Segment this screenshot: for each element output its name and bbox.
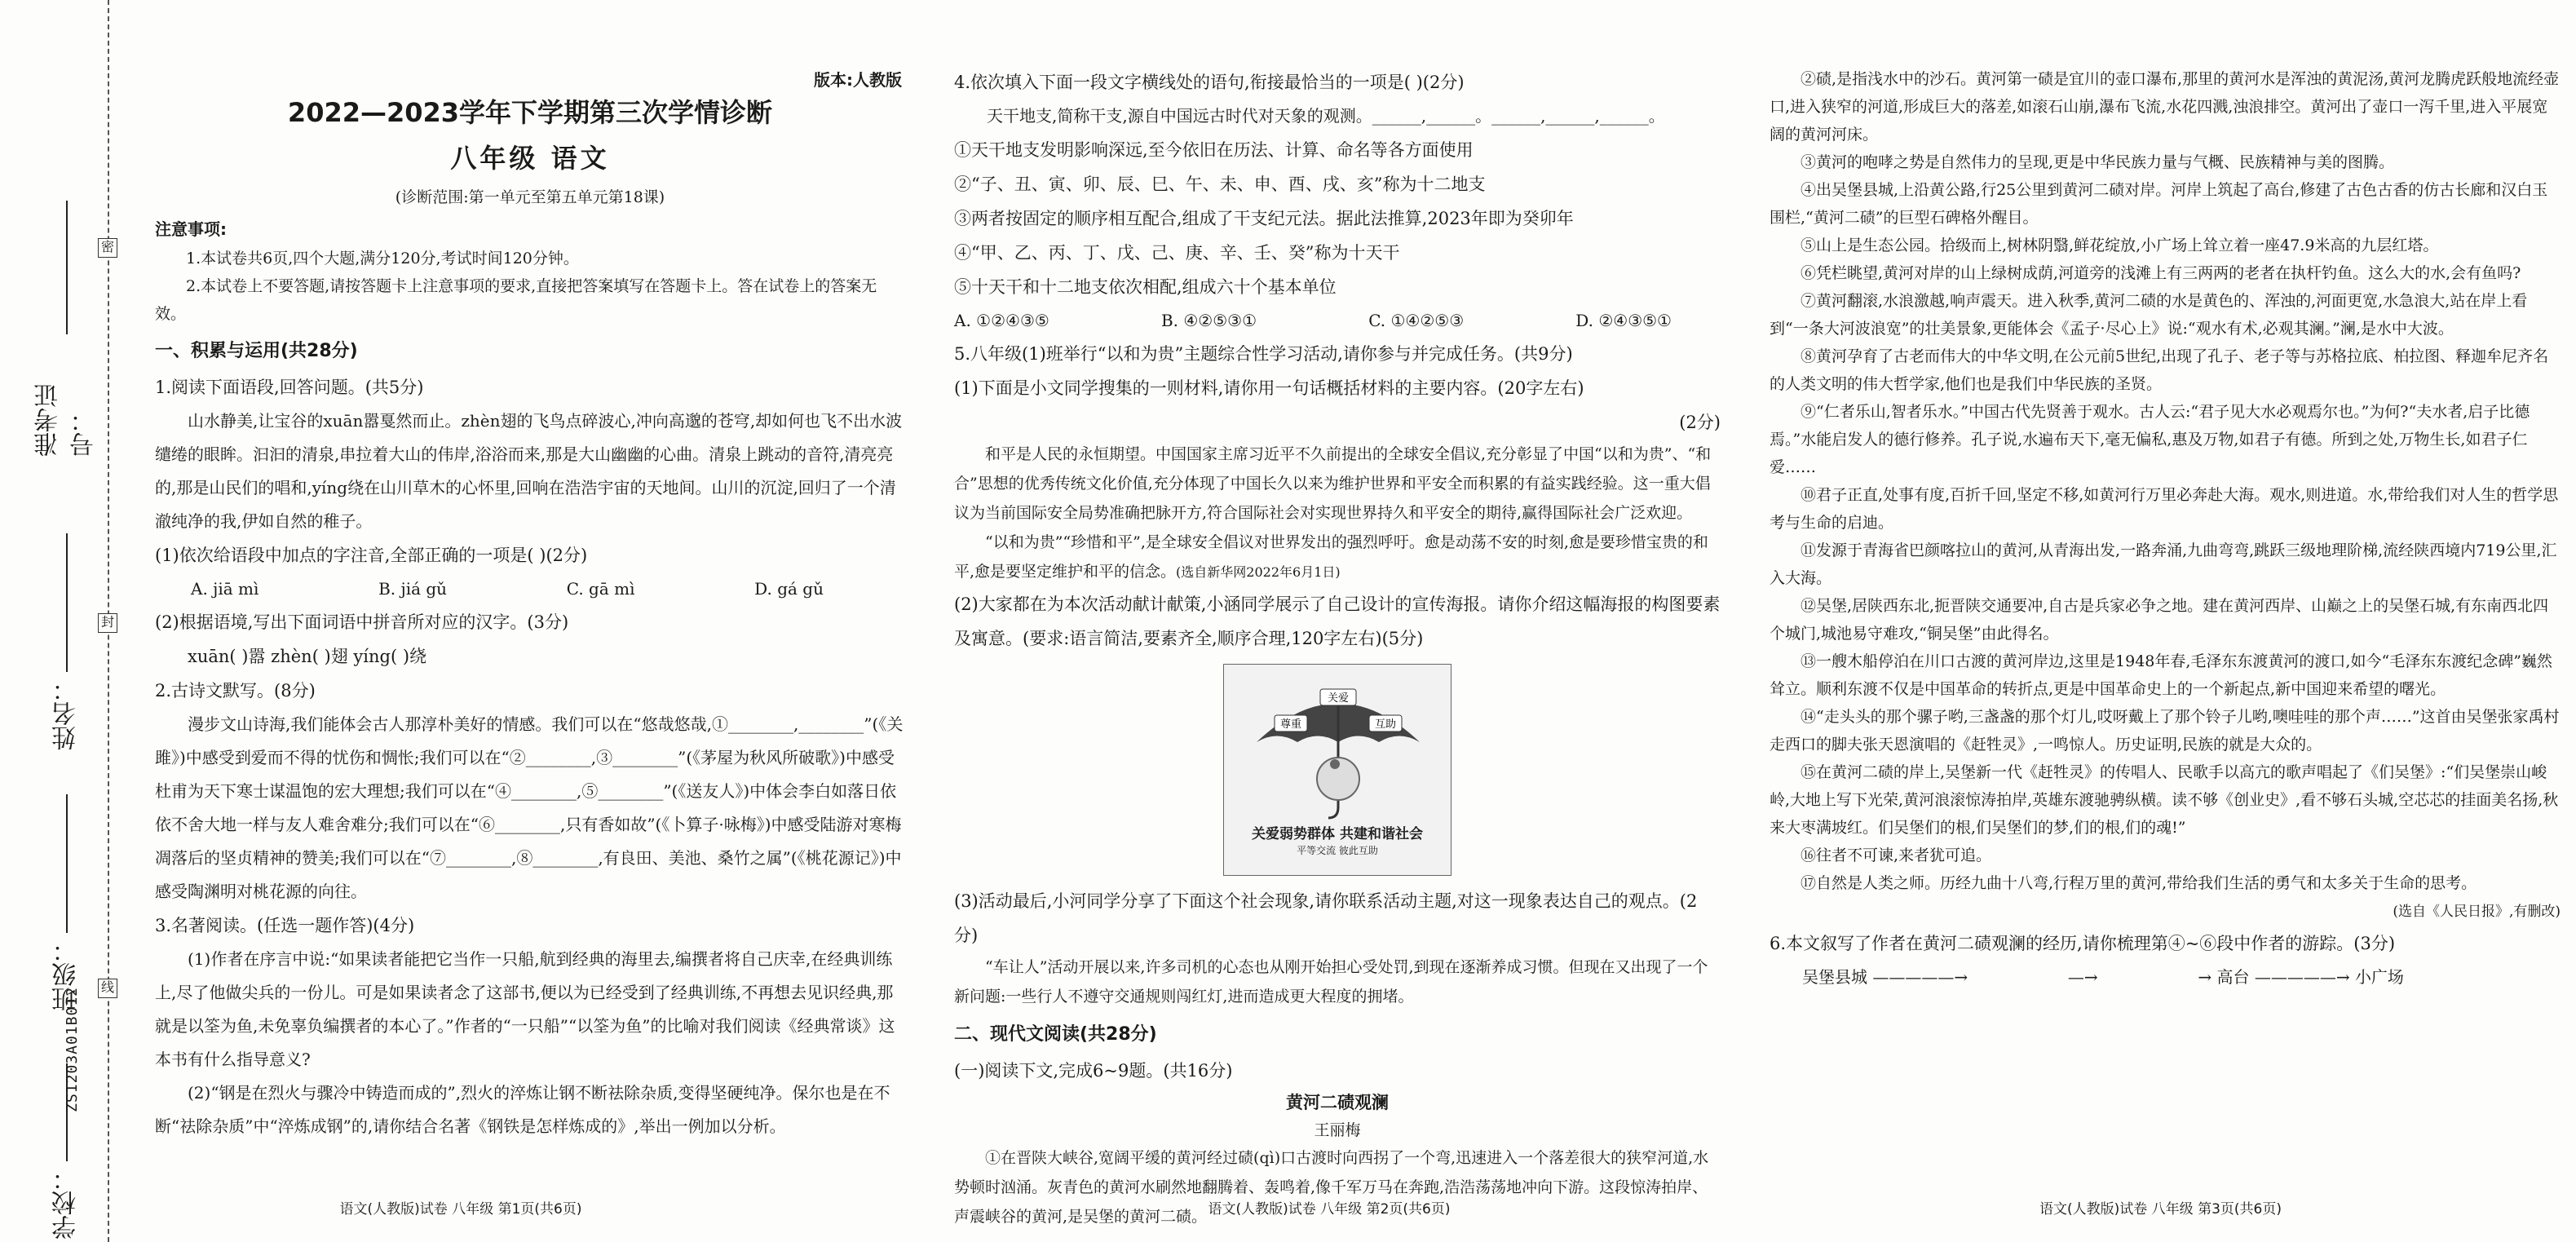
q5-material-1: 和平是人民的永恒期望。中国国家主席习近平不久前提出的全球安全倡议,充分彰显了中国“以和为贵”、“和合”思想的优秀传统文化价值,充分体现了中国长久以来为维护世界和平安全而积累的有益实践经验。这一重大倡议为当前国际安全局势准确把脉开方,符合国际社会对实现世界持久和平安全的期待,赢得国际社会广泛欢迎。 (954, 445, 1712, 522)
article-paragraph: ⑦黄河翻滚,水浪激越,响声震天。进入秋季,黄河二碛的水是黄色的、浑浊的,河面更宽,水急浪大,站在岸上看到“一条大河波浪宽”的壮美景象,更能体会《孟子·尽心上》说:“观水有术,必观其澜。”澜,是水中大波。 (1770, 292, 2528, 338)
article-paragraph: ⑨“仁者乐山,智者乐水。”中国古代先贤善于观水。古人云:“君子见大水必观焉尔也。”为何?“夫水者,启子比德焉。”水能启发人的德行修养。孔子说,水遍布天下,毫无偏私,惠及万物,如君子有德。所到之处,万物生长,如君子仁爱…… (1770, 403, 2530, 476)
article-paragraph: ⑪发源于青海省巴颜喀拉山的黄河,从青海出发,一路奔涌,九曲弯弯,跳跃三级地理阶梯,流经陕西境内719公里,汇入大海。 (1770, 541, 2557, 587)
q5-sub-1-score: (2分) (1679, 413, 1721, 432)
article-paragraph: ⑧黄河孕育了古老而伟大的中华文明,在公元前5世纪,出现了孔子、老子等与苏格拉底、柏拉图、释迦牟尼齐名的人类文明的伟大哲学家,他们也是我们中华民族的圣贤。 (1770, 347, 2549, 393)
option-d[interactable]: D. gá gǔ (754, 579, 824, 599)
umbrella-label-left: 尊重 (1279, 718, 1302, 731)
page-footer: 语文(人教版)试卷 八年级 第1页(共6页) (339, 1201, 582, 1218)
route-arrow: → (2198, 967, 2212, 987)
exam-title: 2022—2023学年下学期第三次学情诊断 (287, 97, 773, 128)
binding-mark-3: 线 (98, 979, 117, 998)
article-author: 王丽梅 (1314, 1121, 1361, 1139)
exam-number-label: 准考证号： (34, 383, 99, 457)
article-source: (选自《人民日报》,有删改) (2393, 904, 2561, 920)
q4-item: ④“甲、乙、丙、丁、戊、己、庚、辛、壬、癸”称为十天干 (954, 243, 1400, 263)
q3-option-1: (1)作者在序言中说:“如果读者能把它当作一只船,航到经典的海里去,编撰者将自己庆幸,在经典训练上,尽了他做尖兵的一份儿。可是如果读者念了这部书,便以为已经受到了经典训练,不再想去见识经典,那就是以筌为鱼,未免辜负编撰者的本心了。”作者的“一只船”“以筌为鱼”的比喻对我们阅读《经典常谈》这本书有什么指导意义? (155, 949, 895, 1069)
q5-sub-3: (3)活动最后,小河同学分享了下面这个社会现象,请你联系活动主题,对这一现象表达自己的观点。(2分) (954, 891, 1698, 945)
q1-sub-2: (2)根据语境,写出下面词语中拼音所对应的汉字。(3分) (155, 612, 569, 632)
article-title: 黄河二碛观澜 (1286, 1093, 1389, 1112)
page-3 (1745, 0, 2576, 1242)
route-arrow: —————→ (2254, 967, 2350, 987)
article-paragraph: ③黄河的咆哮之势是自然伟力的呈现,更是中华民族力量与气概、民族精神与美的图腾。 (1801, 153, 2395, 171)
q4-item: ①天干地支发明影响深远,至今依旧在历法、计算、命名等各方面使用 (954, 140, 1474, 160)
umbrella-label-right: 互助 (1374, 718, 1397, 731)
q1-pinyin-words: xuān( )嚣 zhèn( )翅 yíng( )绕 (188, 647, 427, 666)
binding-margin (0, 0, 137, 1242)
article-paragraph: ⑯往者不可谏,来者犹可追。 (1801, 846, 1992, 864)
page-footer: 语文(人教版)试卷 八年级 第2页(共6页) (1208, 1201, 1451, 1218)
umbrella-label-mid: 关爱 (1327, 692, 1350, 705)
q5-sub-1: (1)下面是小文同学搜集的一则材料,请你用一句话概括材料的主要内容。(20字左右) (954, 378, 1584, 398)
notice-heading: 注意事项: (155, 219, 227, 239)
poster-caption: 关爱弱势群体 共建和谐社会 (1252, 826, 1423, 842)
poster-image (1223, 664, 1451, 876)
option-d[interactable]: D. ②④③⑤① (1575, 311, 1672, 330)
article-paragraph: ②碛,是指浅水中的沙石。黄河第一碛是宜川的壶口瀑布,那里的黄河水是浑浊的黄泥汤,黄河龙腾虎跃般地流经壶口,进入狭窄的河道,形成巨大的落差,如滚石山崩,瀑布飞流,水花四溅,浊浪排空。黄河出了壶口一泻千里,进入平展宽阔的黄河河床。 (1770, 70, 2560, 144)
school-label: 学校： (52, 1166, 81, 1240)
q4-item: ③两者按固定的顺序相互配合,组成了干支纪元法。据此法推算,2023年即为癸卯年 (954, 209, 1574, 228)
page-3-content (1770, 65, 2561, 993)
q1-options (155, 572, 824, 605)
article-paragraph: ⑭“走头头的那个骡子哟,三盏盏的那个灯儿,哎呀戴上了那个铃子儿哟,噢哇哇的那个声……”这首由吴堡张家禹村走西口的脚夫张天恩演唱的《赶牲灵》,一鸣惊人。历史证明,民族的就是大众的。 (1770, 708, 2560, 754)
page-2-content (954, 65, 1721, 1231)
binding-mark-1: 密 (98, 238, 117, 258)
exam-number-field[interactable] (34, 196, 99, 457)
q4-passage: 天干地支,简称干支,源自中国远古时代对天象的观测。______,______。______,______,______。 (987, 106, 1665, 126)
page-1-content (155, 57, 905, 1143)
question-1: 1.阅读下面语段,回答问题。(共5分) (155, 378, 424, 397)
article-paragraph: ⑮在黄河二碛的岸上,吴堡新一代《赶牲灵》的传唱人、民歌手以高亢的歌声唱起了《们吴堡》:“们吴堡崇山峻岭,大地上写下光荣,黄河浪滚惊涛拍岸,英雄东渡驰骋纵横。读不够《创业史》,看不够石头城,空芯芯的挂面美名扬,秋来大枣满坡红。们吴堡们的根,们吴堡们的梦,们的根,们的魂!” (1770, 763, 2559, 837)
article-paragraph: ⑫吴堡,居陕西东北,扼晋陕交通要冲,自古是兵家必争之地。建在黄河西岸、山巅之上的吴堡石城,有东南西北四个城门,城池易守难攻,“铜吴堡”由此得名。 (1770, 597, 2549, 643)
option-b[interactable]: B. ④②⑤③① (1160, 311, 1257, 330)
article-paragraph: ⑥凭栏眺望,黄河对岸的山上绿树成荫,河道旁的浅滩上有三两两的老者在执杆钓鱼。这么大的水,会有鱼吗? (1801, 264, 2521, 282)
route-blank[interactable] (2103, 963, 2193, 983)
option-a[interactable]: A. jiā mì (191, 579, 259, 599)
route-mid: 高台 (2216, 967, 2250, 987)
name-label: 姓名： (52, 677, 81, 750)
q5-sub-2: (2)大家都在为本次活动献计献策,小涵同学展示了自己设计的宣传海报。请你介绍这幅海报的构图要素及寓意。(要求:语言简洁,要素齐全,顺序合理,120字左右)(5分) (954, 594, 1721, 648)
option-c[interactable]: C. ①④②⑤③ (1368, 311, 1465, 330)
option-a[interactable]: A. ①②④③⑤ (954, 311, 1049, 330)
q4-item: ⑤十天干和十二地支依次相配,组成六十个基本单位 (954, 277, 1337, 297)
class-field[interactable] (47, 783, 86, 1011)
q5-sub-3-text: “车让人”活动开展以来,许多司机的心态也从刚开始担心受处罚,到现在逐渐养成习惯。但现在又出现了一个新问题:一些行人不遵守交通规则闯红灯,进而造成更大程度的拥堵。 (954, 958, 1708, 1006)
article-paragraph: ①在晋陕大峡谷,宽阔平缓的黄河经过碛(qì)口古渡时向西拐了一个弯,迅速进入一个落差很大的狭窄河道,水势顿时汹涌。灰青色的黄河水刷然地翻腾着、轰鸣着,像千军万马在奔跑,浩浩荡荡地冲向下游。这段惊涛拍岸、声震峡谷的黄河,是吴堡的黄河二碛。 (954, 1149, 1709, 1226)
article-paragraph: ④出吴堡县城,上沿黄公路,行25公里到黄河二碛对岸。河岸上筑起了高台,修建了古色古香的仿古长廊和汉白玉围栏,“黄河二碛”的巨型石碑格外醒目。 (1770, 181, 2548, 227)
q5-material-2 (954, 528, 1721, 587)
question-3: 3.名著阅读。(任选一题作答)(4分) (155, 916, 415, 935)
article-paragraph: ⑬一艘木船停泊在川口古渡的黄河岸边,这里是1948年春,毛泽东东渡黄河的渡口,如今“毛泽东东渡纪念碑”巍然耸立。顺利东渡不仅是中国革命的转折点,更是中国革命史上的一个新起点,新中国迎来希望的曙光。 (1770, 652, 2552, 698)
binding-mark-2: 封 (98, 613, 117, 633)
question-4: 4.依次填入下面一段文字横线处的语句,衔接最恰当的一项是( )(2分) (954, 73, 1465, 92)
page-2 (921, 0, 1737, 1242)
poster-subcaption: 平等交流 彼此互助 (1297, 845, 1378, 856)
option-c[interactable]: C. gā mì (566, 579, 635, 599)
exam-scope: (诊断范围:第一单元至第五单元第18课) (395, 188, 665, 206)
article-paragraph: ⑤山上是生态公园。拾级而上,树林阴翳,鲜花绽放,小广场上耸立着一座47.9米高的九层红塔。 (1801, 236, 2439, 254)
section-heading: 一、积累与运用(共28分) (155, 341, 358, 361)
exam-subtitle: 八年级 语文 (450, 143, 610, 174)
name-field[interactable] (47, 506, 86, 750)
question-5: 5.八年级(1)班举行“以和为贵”主题综合性学习活动,请你参与并完成任务。(共9分) (954, 344, 1573, 364)
page-1 (0, 0, 921, 1242)
part-heading: (一)阅读下文,完成6~9题。(共16分) (954, 1061, 1233, 1081)
route-end: 小广场 (2354, 967, 2404, 987)
q1-passage: 山水静美,让宝谷的xuān嚣戛然而止。zhèn翅的飞鸟点碎波心,冲向高邈的苍穹,却如何也飞不出水波缱绻的眼眸。汩汩的清泉,串拉着大山的伟岸,浴浴而来,那是大山幽幽的心曲。清泉上跳动的音符,清亮亮的,那是山民们的唱和,yíng绕在山川草木的心怀里,回响在浩浩宇宙的天地间。山川的沉淀,回归了一个清澈纯净的我,伊如自然的稚子。 (155, 411, 903, 531)
route-start: 吴堡县城 (1802, 967, 1867, 987)
class-label: 班级： (52, 938, 81, 1011)
route-blank[interactable] (1973, 963, 2062, 983)
question-6: 6.本文叙写了作者在黄河二碛观澜的经历,请你梳理第④~⑥段中作者的游踪。(3分) (1770, 934, 2396, 953)
person-head (1330, 759, 1340, 769)
q1-sub-1: (1)依次给语段中加点的字注音,全部正确的一项是( )(2分) (155, 546, 588, 565)
notice-item: 2.本试卷上不要答题,请按答题卡上注意事项的要求,直接把答案填写在答题卡上。答在试卷上的答案无效。 (155, 277, 877, 323)
q4-options (954, 304, 1672, 337)
route-arrow: —————→ (1872, 967, 1968, 987)
version-label: 版本:人教版 (814, 70, 902, 90)
article-paragraph: ⑰自然是人类之师。历经九曲十八弯,行程万里的黄河,带给我们生活的勇气和太多关于生命的思考。 (1801, 874, 2477, 892)
q5-material-source: (选自新华网2022年6月1日) (1176, 564, 1341, 580)
paper-code: ZS1203A01B012 (64, 987, 81, 1112)
q4-item: ②“子、丑、寅、卯、辰、巳、午、未、申、酉、戌、亥”称为十二地支 (954, 175, 1486, 194)
q5-material-2-text: “以和为贵”“珍惜和平”,是全球安全倡议对世界发出的强烈呼吁。愈是动荡不安的时刻,愈是要珍惜宝贵的和平,愈是要坚定维护和平的信念。 (954, 533, 1708, 581)
route-arrow: —→ (2067, 967, 2098, 987)
section-heading: 二、现代文阅读(共28分) (954, 1024, 1157, 1045)
page-footer: 语文(人教版)试卷 八年级 第3页(共6页) (2039, 1201, 2282, 1218)
notice-item: 1.本试卷共6页,四个大题,满分120分,考试时间120分钟。 (186, 250, 579, 267)
question-2: 2.古诗文默写。(8分) (155, 681, 316, 701)
q2-passage: 漫步文山诗海,我们能体会古人那淳朴美好的情感。我们可以在“悠哉悠哉,①________,________”(《关雎》)中感受到爱而不得的忧伤和惆怅;我们可以在“②________,③________”(《茅屋为秋风所破歌》)中感受杜甫为天下寒士谋温饱的宏大理想;我们可以在“④________,⑤________”(《送友人》)中体会李白如落日依依不舍大地一样与友人难舍难分;我们可以在“⑥________,只有香如故”(《卜算子·咏梅》)中感受陆游对寒梅凋落后的坚贞精神的赞美;我们可以在“⑦________,⑧________,有良田、美池、桑竹之属”(《桃花源记》)中感受陶渊明对桃花源的向往。 (155, 714, 904, 901)
article-paragraph: ⑩君子正直,处事有度,百折千回,坚定不移,如黄河行万里必奔赴大海。观水,则进道。水,带给我们对人生的哲学思考与生命的启迪。 (1770, 486, 2559, 532)
option-b[interactable]: B. jiá gǔ (378, 579, 448, 599)
q3-option-2: (2)“钢是在烈火与骤冷中铸造而成的”,烈火的淬炼让钢不断祛除杂质,变得坚硬纯净。保尔也是在不断“祛除杂质”中“淬炼成钢”的,请你结合名著《钢铁是怎样炼成的》,举出一例加以分析。 (155, 1083, 890, 1136)
q6-route (1770, 961, 2561, 993)
